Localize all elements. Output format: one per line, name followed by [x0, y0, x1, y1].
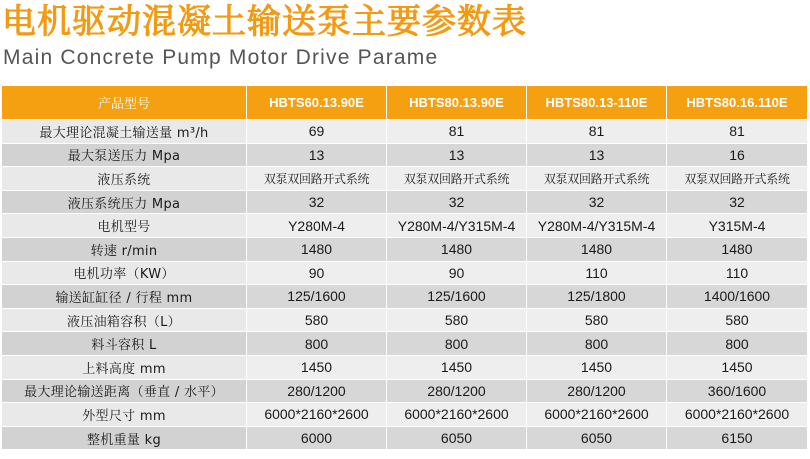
table-body — [2, 120, 808, 450]
table-cell: 6050 — [527, 427, 667, 451]
table-header-row — [2, 86, 808, 120]
table-cell: Y315M-4 — [667, 214, 808, 238]
table-row — [2, 144, 808, 168]
table-row — [2, 167, 808, 191]
table-cell: 6150 — [667, 427, 808, 451]
table-cell: 800 — [527, 332, 667, 356]
table-row — [2, 309, 808, 333]
table-cell: 13 — [527, 144, 667, 168]
table-row — [2, 262, 808, 286]
table-cell: 32 — [527, 191, 667, 215]
table-cell: Y280M-4 — [247, 214, 387, 238]
table-cell: 1480 — [247, 238, 387, 262]
table-cell: 6000*2160*2600 — [387, 403, 527, 427]
table-cell: 125/1600 — [247, 285, 387, 309]
table-cell: 1450 — [527, 356, 667, 380]
table-cell: 6000*2160*2600 — [527, 403, 667, 427]
table-cell: 6000*2160*2600 — [247, 403, 387, 427]
row-label: 最大理论混凝土输送量 m³/h — [2, 120, 247, 144]
table-cell: 1450 — [667, 356, 808, 380]
table-row — [2, 380, 808, 404]
table-cell: 110 — [527, 262, 667, 286]
table-cell: 32 — [247, 191, 387, 215]
table-cell: 6000 — [247, 427, 387, 451]
table-row — [2, 403, 808, 427]
table-cell: 1450 — [247, 356, 387, 380]
table-cell: 90 — [387, 262, 527, 286]
table-cell: 6050 — [387, 427, 527, 451]
table-cell: 1480 — [387, 238, 527, 262]
table-cell: 13 — [247, 144, 387, 168]
table-cell: 双泵双回路开式系统 — [387, 167, 527, 191]
table-cell: 800 — [387, 332, 527, 356]
table-cell: 32 — [667, 191, 808, 215]
table-cell: 125/1800 — [527, 285, 667, 309]
table-cell: 81 — [387, 120, 527, 144]
row-label: 转速 r/min — [2, 238, 247, 262]
table-cell: 580 — [667, 309, 808, 333]
table-row — [2, 332, 808, 356]
table-cell: 580 — [527, 309, 667, 333]
table-cell: 90 — [247, 262, 387, 286]
table-cell: 双泵双回路开式系统 — [667, 167, 808, 191]
row-label: 整机重量 kg — [2, 427, 247, 451]
row-label: 电机功率（KW） — [2, 262, 247, 286]
row-label: 外型尺寸 mm — [2, 403, 247, 427]
row-label: 最大理论输送距离（垂直 / 水平） — [2, 380, 247, 404]
row-label: 电机型号 — [2, 214, 247, 238]
row-label: 液压油箱容积（L） — [2, 309, 247, 333]
column-header: 产品型号 — [2, 86, 247, 120]
row-label: 液压系统压力 Mpa — [2, 191, 247, 215]
table-cell: 69 — [247, 120, 387, 144]
table-cell: Y280M-4/Y315M-4 — [387, 214, 527, 238]
table-cell: 32 — [387, 191, 527, 215]
table-row — [2, 285, 808, 309]
table-cell: 6000*2160*2600 — [667, 403, 808, 427]
table-cell: 16 — [667, 144, 808, 168]
table-cell: Y280M-4/Y315M-4 — [527, 214, 667, 238]
table-row — [2, 214, 808, 238]
table-cell: 1480 — [527, 238, 667, 262]
table-cell: 280/1200 — [387, 380, 527, 404]
page-subtitle: Main Concrete Pump Motor Drive Parame — [3, 46, 439, 69]
table-row — [2, 356, 808, 380]
table-cell: 1400/1600 — [667, 285, 808, 309]
table-cell: 360/1600 — [667, 380, 808, 404]
page-title: 电机驱动混凝土输送泵主要参数表 — [2, 2, 527, 42]
table-cell: 1480 — [667, 238, 808, 262]
table-cell: 280/1200 — [247, 380, 387, 404]
table-cell: 580 — [247, 309, 387, 333]
column-header: HBTS80.13-110E — [527, 86, 667, 120]
table-row — [2, 427, 808, 451]
table-row — [2, 191, 808, 215]
table-cell: 81 — [667, 120, 808, 144]
table-cell: 110 — [667, 262, 808, 286]
row-label: 最大泵送压力 Mpa — [2, 144, 247, 168]
column-header: HBTS80.13.90E — [387, 86, 527, 120]
table-cell: 81 — [527, 120, 667, 144]
table-cell: 800 — [247, 332, 387, 356]
table-cell: 13 — [387, 144, 527, 168]
table-row — [2, 238, 808, 262]
parameter-table — [2, 86, 808, 450]
table-cell: 双泵双回路开式系统 — [247, 167, 387, 191]
column-header: HBTS60.13.90E — [247, 86, 387, 120]
row-label: 输送缸缸径 / 行程 mm — [2, 285, 247, 309]
row-label: 料斗容积 L — [2, 332, 247, 356]
table-row — [2, 120, 808, 144]
table-cell: 280/1200 — [527, 380, 667, 404]
table-cell: 125/1600 — [387, 285, 527, 309]
row-label: 上料高度 mm — [2, 356, 247, 380]
table-cell: 双泵双回路开式系统 — [527, 167, 667, 191]
table-cell: 580 — [387, 309, 527, 333]
row-label: 液压系统 — [2, 167, 247, 191]
table-cell: 1450 — [387, 356, 527, 380]
column-header: HBTS80.16.110E — [667, 86, 808, 120]
table-cell: 800 — [667, 332, 808, 356]
